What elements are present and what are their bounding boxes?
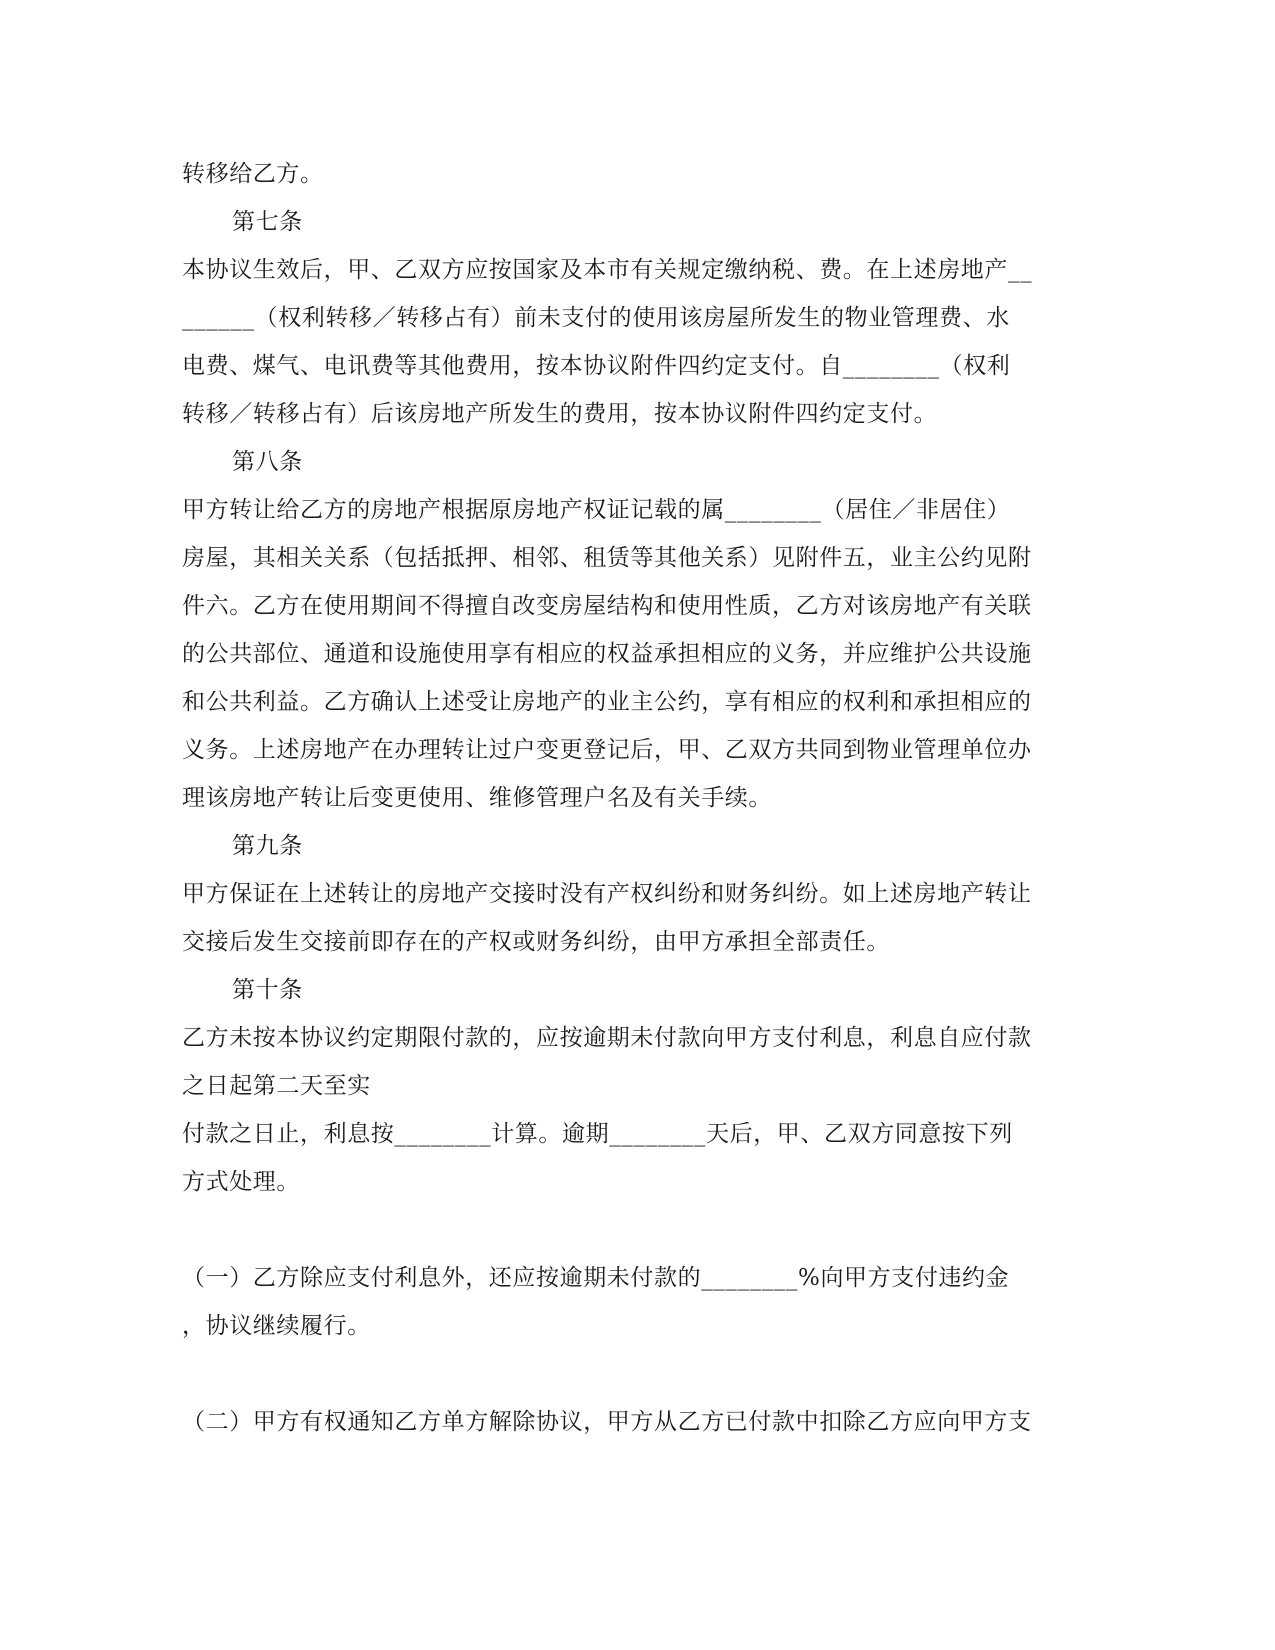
paragraph-line: （二）甲方有权通知乙方单方解除协议，甲方从乙方已付款中扣除乙方应向甲方支 [182,1409,1032,1435]
blank-line [182,1350,1092,1398]
paragraph-line: 义务。上述房地产在办理转让过户变更登记后，甲、乙双方共同到物业管理单位办 [182,737,1032,763]
article-heading: 第七条 [232,209,303,235]
paragraph-line: 和公共利益。乙方确认上述受让房地产的业主公约，享有相应的权利和承担相应的 [182,689,1032,715]
paragraph-line: 甲方保证在上述转让的房地产交接时没有产权纠纷和财务纠纷。如上述房地产转让 [182,881,1032,907]
paragraph-line: 付款之日止，利息按________计算。逾期________天后，甲、乙双方同意按下列 [182,1121,1013,1147]
paragraph-line: 之日起第二天至实 [182,1073,371,1099]
blank-line [182,1206,1092,1254]
paragraph-line: 转移／转移占有）后该房地产所发生的费用，按本协议附件四约定支付。 [182,401,938,427]
article-heading: 第八条 [232,449,303,475]
paragraph-line: 本协议生效后，甲、乙双方应按国家及本市有关规定缴纳税、费。在上述房地产__ [182,257,1033,283]
paragraph-line: 电费、煤气、电讯费等其他费用，按本协议附件四约定支付。自________（权利 [182,353,1011,379]
paragraph-line: 方式处理。 [182,1169,300,1195]
paragraph-line: 乙方未按本协议约定期限付款的，应按逾期未付款向甲方支付利息，利息自应付款 [182,1025,1032,1051]
contract-body [182,150,1092,1446]
paragraph-line: 交接后发生交接前即存在的产权或财务纠纷，由甲方承担全部责任。 [182,929,890,955]
article-heading: 第九条 [232,833,303,859]
paragraph-line: ______（权利转移／转移占有）前未支付的使用该房屋所发生的物业管理费、水 [182,305,1010,331]
paragraph-line: 件六。乙方在使用期间不得擅自改变房屋结构和使用性质，乙方对该房地产有关联 [182,593,1032,619]
paragraph-line: 转移给乙方。 [182,161,324,187]
article-heading: 第十条 [232,977,303,1003]
paragraph-line: 的公共部位、通道和设施使用享有相应的权益承担相应的义务，并应维护公共设施 [182,641,1032,667]
paragraph-line: 甲方转让给乙方的房地产根据原房地产权证记载的属________（居住／非居住） [182,497,1011,523]
paragraph-line: （一）乙方除应支付利息外，还应按逾期未付款的________%向甲方支付违约金 [182,1265,1010,1291]
paragraph-line: 理该房地产转让后变更使用、维修管理户名及有关手续。 [182,785,772,811]
paragraph-line: 房屋，其相关关系（包括抵押、相邻、租赁等其他关系）见附件五，业主公约见附 [182,545,1032,571]
paragraph-line: ，协议继续履行。 [182,1313,371,1339]
